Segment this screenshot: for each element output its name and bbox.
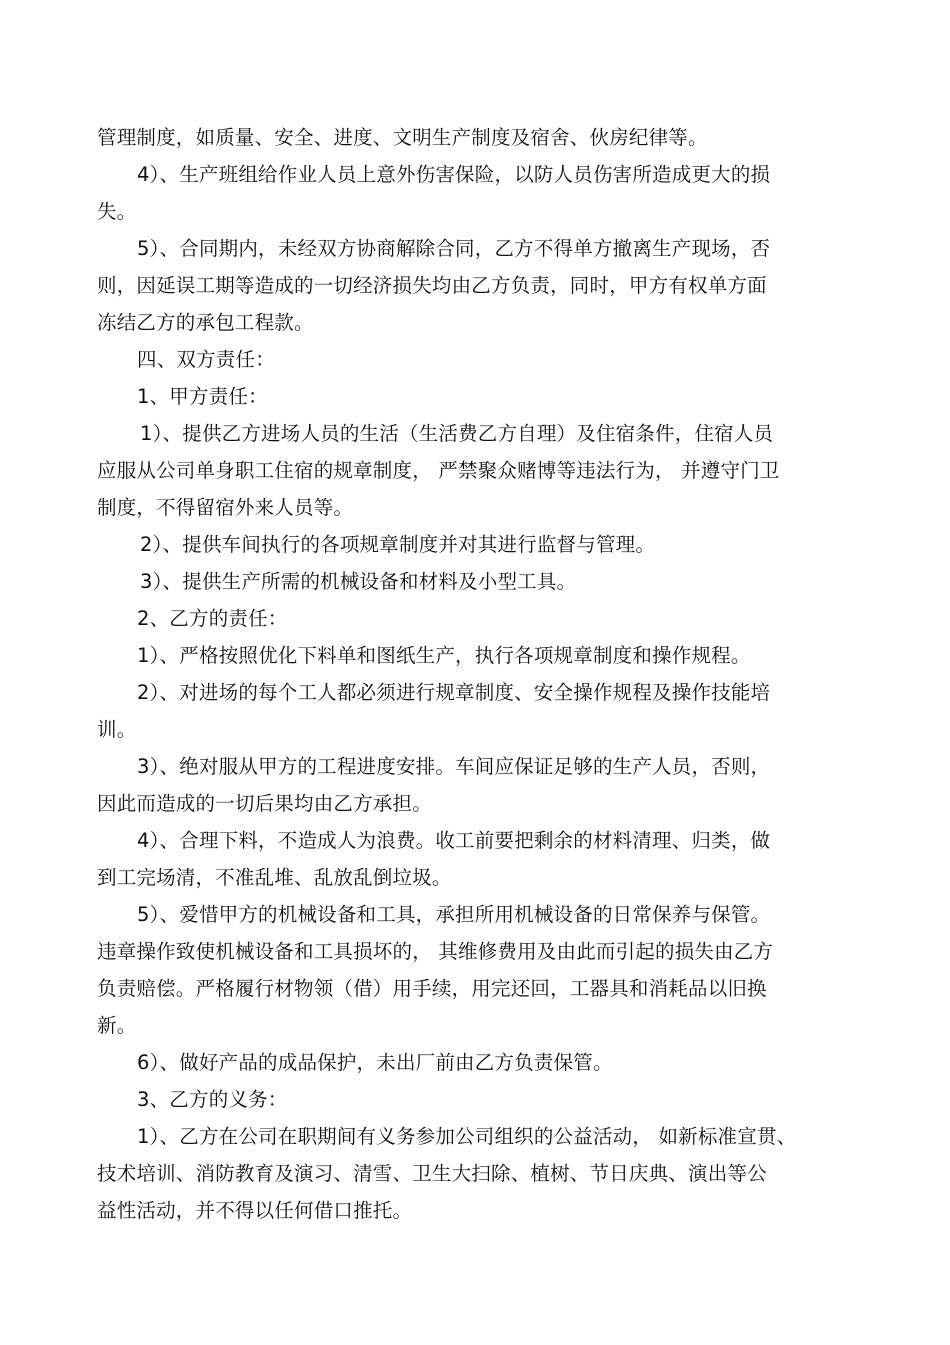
text-line: 制度，不得留宿外来人员等。 — [97, 496, 354, 519]
text-line: 4）、生产班组给作业人员上意外伤害保险，以防人员伤害所造成更大的损 — [137, 163, 771, 186]
text-line: 训。 — [97, 718, 137, 741]
text-line: 1）、乙方在公司在职期间有义务参加公司组织的公益活动， 如新标准宣贯、 — [137, 1125, 797, 1148]
text-line: 违章操作致使机械设备和工具损坏的， 其维修费用及由此而引起的损失由乙方 — [97, 940, 774, 963]
text-line: 新。 — [97, 1014, 137, 1037]
text-line: 4）、合理下料，不造成人为浪费。收工前要把剩余的材料清理、归类，做 — [137, 829, 771, 852]
text-line: 到工完场清，不准乱堆、乱放乱倒垃圾。 — [97, 866, 452, 889]
text-line: 益性活动，并不得以任何借口推托。 — [97, 1199, 413, 1222]
text-line: 6）、做好产品的成品保护，未出厂前由乙方负责保管。 — [137, 1051, 613, 1074]
text-line: 1）、提供乙方进场人员的生活（生活费乙方自理）及住宿条件，住宿人员 — [140, 422, 774, 445]
text-line: 2）、对进场的每个工人都必须进行规章制度、安全操作规程及操作技能培 — [137, 681, 771, 704]
text-line: 1）、严格按照优化下料单和图纸生产，执行各项规章制度和操作规程。 — [137, 644, 751, 667]
text-line: 冻结乙方的承包工程款。 — [97, 311, 314, 334]
section-heading: 四、双方责任： — [137, 348, 275, 371]
text-line: 3）、绝对服从甲方的工程进度安排。车间应保证足够的生产人员，否则， — [137, 755, 771, 778]
text-line: 负责赔偿。严格履行材物领（借）用手续，用完还回，工器具和消耗品以旧换 — [97, 977, 767, 1000]
subsection-heading: 2、乙方的责任： — [137, 607, 288, 630]
text-line: 5）、合同期内，未经双方协商解除合同，乙方不得单方撤离生产现场，否 — [137, 237, 771, 260]
text-line: 技术培训、消防教育及演习、清雪、卫生大扫除、植树、节日庆典、演出等公 — [97, 1162, 767, 1185]
text-line: 管理制度，如质量、安全、进度、文明生产制度及宿舍、伙房纪律等。 — [97, 126, 708, 149]
text-line: 因此而造成的一切后果均由乙方承担。 — [97, 792, 432, 815]
subsection-heading: 1、甲方责任： — [137, 385, 268, 408]
text-line: 3）、提供生产所需的机械设备和材料及小型工具。 — [140, 570, 577, 593]
text-line: 则，因延误工期等造成的一切经济损失均由乙方负责，同时，甲方有权单方面 — [97, 274, 767, 297]
subsection-heading: 3、乙方的义务： — [137, 1088, 288, 1111]
text-line: 5）、爱惜甲方的机械设备和工具，承担所用机械设备的日常保养与保管。 — [137, 903, 771, 926]
text-line: 失。 — [97, 200, 137, 223]
text-line: 2）、提供车间执行的各项规章制度并对其进行监督与管理。 — [140, 533, 656, 556]
text-line: 应服从公司单身职工住宿的规章制度， 严禁聚众赌博等违法行为， 并遵守门卫 — [97, 459, 780, 482]
